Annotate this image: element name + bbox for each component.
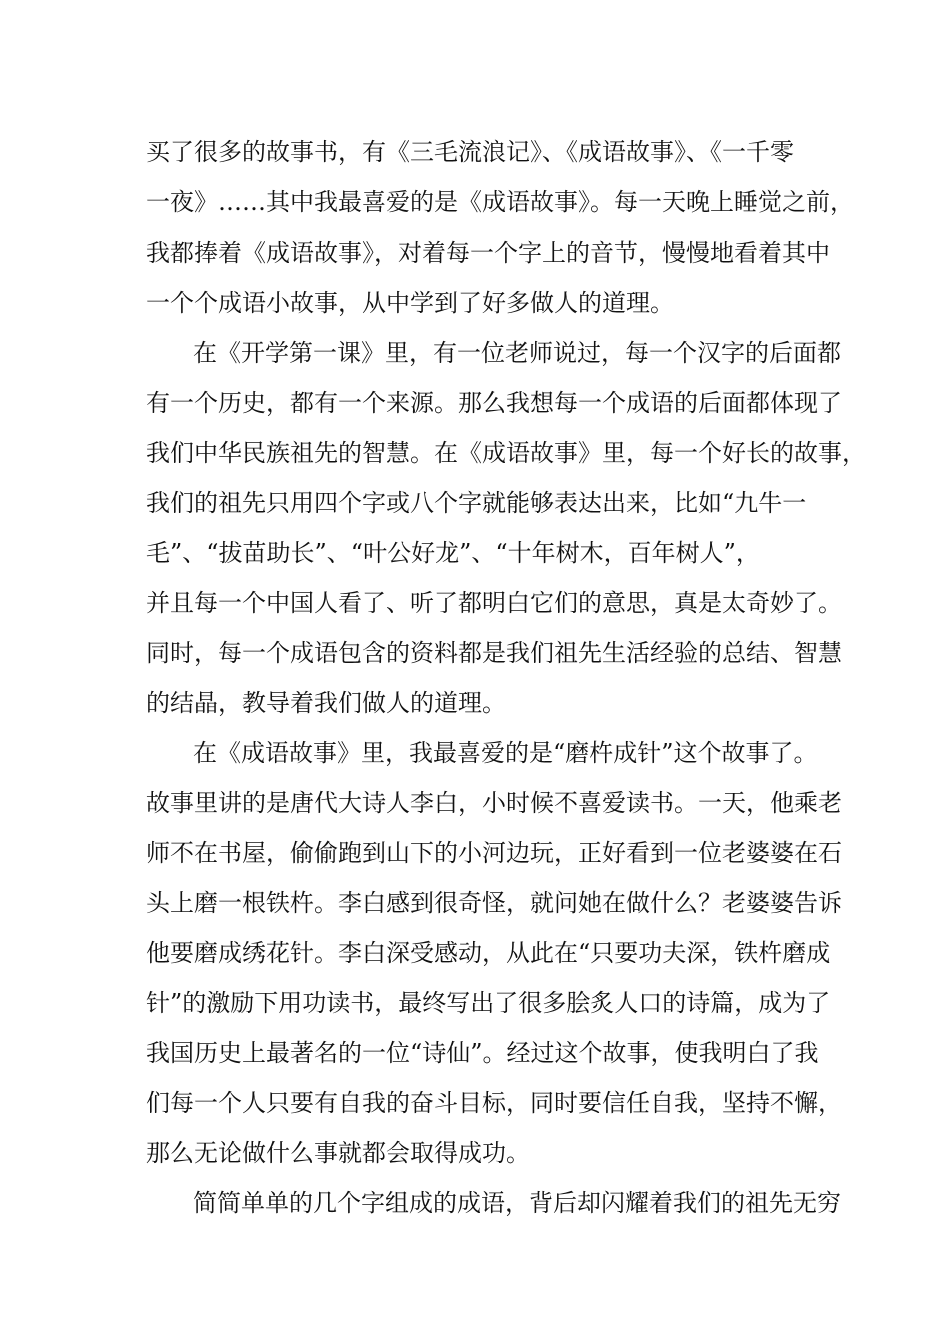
text-line: 的结晶，教导着我们做人的道理。 xyxy=(146,689,506,717)
text-line: 一个个成语小故事，从中学到了好多做人的道理。 xyxy=(146,289,674,317)
text-line: 我国历史上最著名的一位“诗仙”。经过这个故事，使我明白了我 xyxy=(146,1039,819,1067)
text-line: 我们中华民族祖先的智慧。在《成语故事》里，每一个好长的故事， xyxy=(146,439,866,467)
text-line: 买了很多的故事书，有《三毛流浪记》、《成语故事》、《一千零 xyxy=(146,138,794,166)
text-line: 并且每一个中国人看了、听了都明白它们的意思，真是太奇妙了。 xyxy=(146,589,842,617)
text-line: 一夜》……其中我最喜爱的是《成语故事》。每一天晚上睡觉之前， xyxy=(146,188,854,216)
text-line: 在《开学第一课》里，有一位老师说过，每一个汉字的后面都 xyxy=(193,339,841,367)
text-line: 们每一个人只要有自我的奋斗目标，同时要信任自我，坚持不懈， xyxy=(146,1089,842,1117)
text-line: 那么无论做什么事就都会取得成功。 xyxy=(146,1139,530,1167)
text-line: 毛”、“拔苗助长”、“叶公好龙”、“十年树木，百年树人”， xyxy=(146,539,760,567)
text-line: 同时，每一个成语包含的资料都是我们祖先生活经验的总结、智慧 xyxy=(146,639,842,667)
text-line: 简简单单的几个字组成的成语，背后却闪耀着我们的祖先无穷 xyxy=(193,1189,841,1217)
text-line: 头上磨一根铁杵。李白感到很奇怪，就问她在做什么？老婆婆告诉 xyxy=(146,889,842,917)
text-line: 我都捧着《成语故事》，对着每一个字上的音节，慢慢地看着其中 xyxy=(146,239,830,267)
text-line: 针”的激励下用功读书，最终写出了很多脍炙人口的诗篇，成为了 xyxy=(146,989,831,1017)
text-line: 我们的祖先只用四个字或八个字就能够表达出来，比如“九牛一 xyxy=(146,489,807,517)
text-line: 故事里讲的是唐代大诗人李白，小时候不喜爱读书。一天，他乘老 xyxy=(146,789,842,817)
text-line: 师不在书屋，偷偷跑到山下的小河边玩，正好看到一位老婆婆在石 xyxy=(146,839,842,867)
text-line: 他要磨成绣花针。李白深受感动，从此在“只要功夫深，铁杵磨成 xyxy=(146,939,831,967)
text-line: 在《成语故事》里，我最喜爱的是“磨杵成针”这个故事了。 xyxy=(193,739,818,767)
text-line: 有一个历史，都有一个来源。那么我想每一个成语的后面都体现了 xyxy=(146,389,842,417)
